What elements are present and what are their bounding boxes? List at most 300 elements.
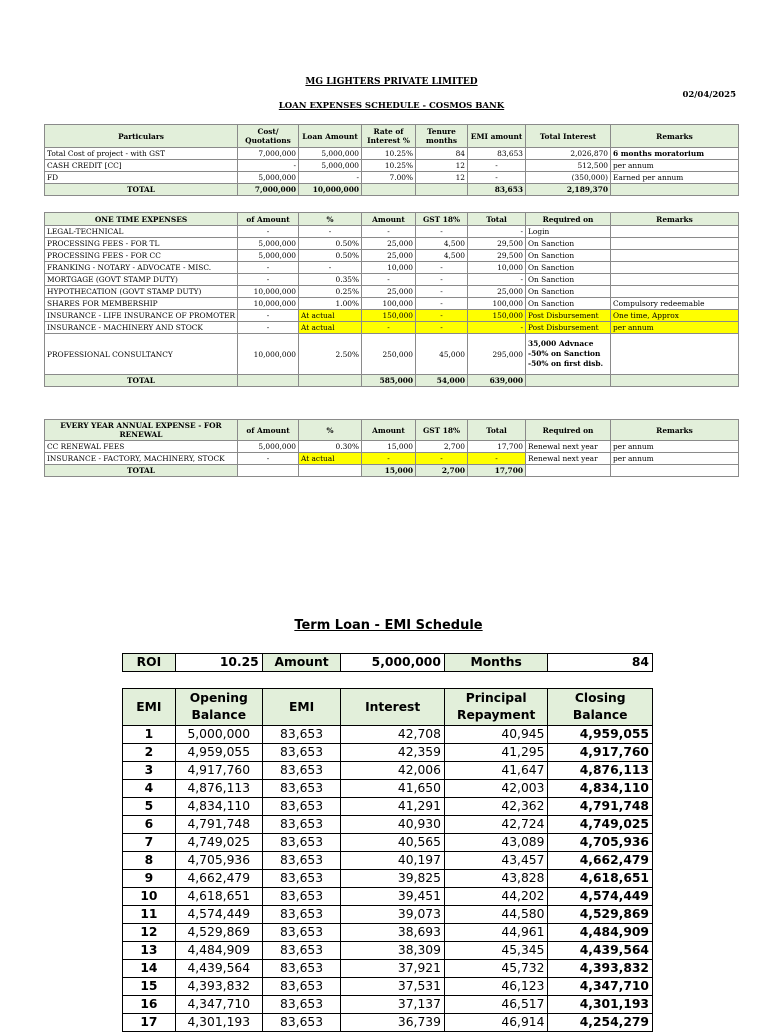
emi-number-cell: 2	[123, 744, 176, 762]
of-amount-cell: 5,000,000	[238, 250, 299, 262]
gst-cell: 2,700	[416, 441, 468, 453]
emi-row	[123, 1014, 653, 1032]
of-amount-cell: 10,000,000	[238, 286, 299, 298]
amount-cell: -	[362, 226, 416, 238]
remarks-cell	[611, 274, 739, 286]
percent-cell: 0.50%	[299, 238, 362, 250]
of-amount-cell: -	[238, 453, 299, 465]
expense-row	[45, 441, 739, 453]
rate-cell: 10.25%	[362, 148, 416, 160]
closing-balance-cell: 4,791,748	[548, 798, 653, 816]
emi-params-table	[122, 653, 653, 672]
emi-row	[123, 816, 653, 834]
amount-cell: 25,000	[362, 238, 416, 250]
emi-number-cell: 7	[123, 834, 176, 852]
required-on-cell: Renewal next year	[526, 441, 611, 453]
interest-cell: 42,708	[341, 726, 445, 744]
closing-balance-cell: 4,662,479	[548, 852, 653, 870]
expense-name: CC RENEWAL FEES	[45, 441, 238, 453]
interest-cell: 37,137	[341, 996, 445, 1014]
remarks-cell	[611, 226, 739, 238]
interest-cell: 41,650	[341, 780, 445, 798]
emi-row	[123, 906, 653, 924]
emi-row	[123, 870, 653, 888]
of-amount-cell: -	[238, 310, 299, 322]
empty-cell	[299, 375, 362, 387]
total-cell: 295,000	[468, 334, 526, 375]
emi-row	[123, 924, 653, 942]
amount-cell: -	[362, 274, 416, 286]
remarks-cell: per annum	[611, 160, 739, 172]
emi-row	[123, 888, 653, 906]
interest-cell: 42,006	[341, 762, 445, 780]
opening-balance-cell: 4,574,449	[175, 906, 262, 924]
annual-expenses-table	[44, 419, 739, 477]
header-row	[45, 213, 739, 226]
amount-value: 5,000,000	[341, 654, 445, 672]
closing-balance-cell: 4,439,564	[548, 942, 653, 960]
tenure-cell: 84	[416, 148, 468, 160]
emi-amount-cell: 83,653	[262, 744, 341, 762]
percent-cell: At actual	[299, 322, 362, 334]
particulars-cell: FD	[45, 172, 238, 184]
column-header: EVERY YEAR ANNUAL EXPENSE - FOR RENEWAL	[45, 420, 238, 441]
emi-schedule-table	[122, 688, 653, 1032]
expense-row	[45, 322, 739, 334]
emi-number-cell: 14	[123, 960, 176, 978]
cost-cell: 7,000,000	[238, 148, 299, 160]
principal-cell: 43,457	[444, 852, 548, 870]
expense-name: PROCESSING FEES - FOR TL	[45, 238, 238, 250]
principal-cell: 44,580	[444, 906, 548, 924]
principal-cell: 44,202	[444, 888, 548, 906]
total-label: TOTAL	[45, 375, 238, 387]
opening-balance-cell: 4,618,651	[175, 888, 262, 906]
closing-balance-cell: 4,917,760	[548, 744, 653, 762]
table-row	[45, 172, 739, 184]
amount-cell: 25,000	[362, 250, 416, 262]
opening-balance-cell: 4,529,869	[175, 924, 262, 942]
header-row	[123, 689, 653, 726]
column-header: Opening Balance	[175, 689, 262, 726]
interest-cell: 40,930	[341, 816, 445, 834]
required-on-cell: On Sanction	[526, 238, 611, 250]
tenure-cell: 12	[416, 160, 468, 172]
expense-row	[45, 274, 739, 286]
column-header: Remarks	[611, 125, 739, 148]
closing-balance-cell: 4,959,055	[548, 726, 653, 744]
principal-cell: 43,089	[444, 834, 548, 852]
total-loan: 10,000,000	[299, 184, 362, 196]
expense-row	[45, 250, 739, 262]
opening-balance-cell: 5,000,000	[175, 726, 262, 744]
remarks-cell: Earned per annum	[611, 172, 739, 184]
total-cost: 7,000,000	[238, 184, 299, 196]
loan-amount-cell: 5,000,000	[299, 160, 362, 172]
column-header: %	[299, 420, 362, 441]
column-header: of Amount	[238, 420, 299, 441]
gst-cell: 4,500	[416, 238, 468, 250]
opening-balance-cell: 4,301,193	[175, 1014, 262, 1032]
principal-cell: 43,828	[444, 870, 548, 888]
principal-cell: 41,295	[444, 744, 548, 762]
closing-balance-cell: 4,876,113	[548, 762, 653, 780]
gst-cell: -	[416, 322, 468, 334]
column-header: GST 18%	[416, 213, 468, 226]
percent-cell: 0.30%	[299, 441, 362, 453]
expense-row	[45, 334, 739, 375]
remarks-cell	[611, 286, 739, 298]
required-on-cell: Login	[526, 226, 611, 238]
emi-number-cell: 11	[123, 906, 176, 924]
required-on-line: -50% on first disb.	[528, 359, 604, 368]
opening-balance-cell: 4,439,564	[175, 960, 262, 978]
emi-amount-cell: 83,653	[262, 978, 341, 996]
opening-balance-cell: 4,917,760	[175, 762, 262, 780]
closing-balance-cell: 4,705,936	[548, 834, 653, 852]
column-header: Remarks	[611, 213, 739, 226]
particulars-cell: Total Cost of project - with GST	[45, 148, 238, 160]
empty-cell	[526, 465, 611, 477]
table-row	[45, 148, 739, 160]
required-on-cell	[526, 334, 611, 375]
expense-row	[45, 262, 739, 274]
expense-name: INSURANCE - LIFE INSURANCE OF PROMOTER	[45, 310, 238, 322]
total-row	[45, 465, 739, 477]
gst-cell: -	[416, 286, 468, 298]
emi-number-cell: 1	[123, 726, 176, 744]
percent-cell: 0.25%	[299, 286, 362, 298]
expense-name: FRANKING - NOTARY - ADVOCATE - MISC.	[45, 262, 238, 274]
amount-cell: 100,000	[362, 298, 416, 310]
emi-cell: -	[468, 160, 526, 172]
gst-cell: 4,500	[416, 250, 468, 262]
column-header: ONE TIME EXPENSES	[45, 213, 238, 226]
principal-cell: 46,914	[444, 1014, 548, 1032]
expense-row	[45, 286, 739, 298]
column-header: GST 18%	[416, 420, 468, 441]
expense-row	[45, 226, 739, 238]
cost-cell: -	[238, 160, 299, 172]
emi-amount-cell: 83,653	[262, 816, 341, 834]
principal-cell: 45,345	[444, 942, 548, 960]
emi-number-cell: 17	[123, 1014, 176, 1032]
amount-cell: 250,000	[362, 334, 416, 375]
emi-amount-cell: 83,653	[262, 726, 341, 744]
gst-cell: -	[416, 274, 468, 286]
amount-cell: 10,000	[362, 262, 416, 274]
opening-balance-cell: 4,662,479	[175, 870, 262, 888]
of-amount-cell: -	[238, 226, 299, 238]
closing-balance-cell: 4,347,710	[548, 978, 653, 996]
emi-number-cell: 15	[123, 978, 176, 996]
remarks-cell: One time, Approx	[611, 310, 739, 322]
emi-amount-cell: 83,653	[262, 906, 341, 924]
emi-amount-cell: 83,653	[262, 924, 341, 942]
emi-amount-cell: 83,653	[262, 942, 341, 960]
interest-cell: 39,825	[341, 870, 445, 888]
roi-label: ROI	[123, 654, 176, 672]
emi-number-cell: 9	[123, 870, 176, 888]
amount-label: Amount	[262, 654, 341, 672]
expense-name: INSURANCE - MACHINERY AND STOCK	[45, 322, 238, 334]
particulars-cell: CASH CREDIT [CC]	[45, 160, 238, 172]
total-sum: 639,000	[468, 375, 526, 387]
emi-number-cell: 3	[123, 762, 176, 780]
total-cell: -	[468, 274, 526, 286]
column-header: Loan Amount	[299, 125, 362, 148]
gst-cell: -	[416, 262, 468, 274]
percent-cell: At actual	[299, 310, 362, 322]
percent-cell: -	[299, 262, 362, 274]
header-row	[45, 420, 739, 441]
empty-cell	[362, 184, 416, 196]
empty-cell	[238, 375, 299, 387]
expense-name: INSURANCE - FACTORY, MACHINERY, STOCK	[45, 453, 238, 465]
total-cell: 29,500	[468, 250, 526, 262]
required-on-cell: On Sanction	[526, 298, 611, 310]
empty-cell	[238, 465, 299, 477]
amount-cell: 15,000	[362, 441, 416, 453]
roi-value: 10.25	[175, 654, 262, 672]
emi-amount-cell: 83,653	[262, 996, 341, 1014]
closing-balance-cell: 4,834,110	[548, 780, 653, 798]
emi-number-cell: 10	[123, 888, 176, 906]
total-interest-cell: 2,026,870	[526, 148, 611, 160]
emi-amount-cell: 83,653	[262, 1014, 341, 1032]
principal-cell: 42,003	[444, 780, 548, 798]
emi-cell: -	[468, 172, 526, 184]
total-amount: 585,000	[362, 375, 416, 387]
emi-number-cell: 6	[123, 816, 176, 834]
total-interest-cell: 512,500	[526, 160, 611, 172]
one-time-expenses-table	[44, 212, 739, 387]
column-header: EMI	[123, 689, 176, 726]
schedule-date: 02/04/2025	[682, 90, 736, 100]
expense-name: PROCESSING FEES - FOR CC	[45, 250, 238, 262]
percent-cell: 1.00%	[299, 298, 362, 310]
column-header: Total	[468, 420, 526, 441]
closing-balance-cell: 4,749,025	[548, 816, 653, 834]
emi-row	[123, 744, 653, 762]
emi-row	[123, 960, 653, 978]
table-row	[45, 160, 739, 172]
total-label: TOTAL	[45, 184, 238, 196]
column-header: Rate of Interest %	[362, 125, 416, 148]
expense-name: SHARES FOR MEMBERSHIP	[45, 298, 238, 310]
total-row	[45, 184, 739, 196]
remarks-cell: per annum	[611, 441, 739, 453]
principal-cell: 42,724	[444, 816, 548, 834]
interest-cell: 42,359	[341, 744, 445, 762]
empty-cell	[611, 465, 739, 477]
rate-cell: 7.00%	[362, 172, 416, 184]
project-table	[44, 124, 739, 196]
opening-balance-cell: 4,347,710	[175, 996, 262, 1014]
emi-row	[123, 798, 653, 816]
interest-cell: 37,921	[341, 960, 445, 978]
emi-amount-cell: 83,653	[262, 960, 341, 978]
emi-row	[123, 996, 653, 1014]
empty-cell	[526, 375, 611, 387]
principal-cell: 40,945	[444, 726, 548, 744]
column-header: Amount	[362, 420, 416, 441]
emi-row	[123, 852, 653, 870]
required-on-line: -50% on Sanction	[528, 349, 601, 358]
loan-amount-cell: -	[299, 172, 362, 184]
amount-cell: 25,000	[362, 286, 416, 298]
percent-cell: 0.35%	[299, 274, 362, 286]
remarks-cell: 6 months moratorium	[611, 148, 739, 160]
emi-amount-cell: 83,653	[262, 834, 341, 852]
required-on-cell: Renewal next year	[526, 453, 611, 465]
opening-balance-cell: 4,749,025	[175, 834, 262, 852]
total-gst: 2,700	[416, 465, 468, 477]
expense-name: LEGAL-TECHNICAL	[45, 226, 238, 238]
required-on-cell: On Sanction	[526, 274, 611, 286]
months-value: 84	[548, 654, 653, 672]
column-header: of Amount	[238, 213, 299, 226]
principal-cell: 44,961	[444, 924, 548, 942]
percent-cell: At actual	[299, 453, 362, 465]
emi-number-cell: 13	[123, 942, 176, 960]
emi-row	[123, 762, 653, 780]
company-title: MG LIGHTERS PRIVATE LIMITED	[305, 77, 478, 87]
total-cell: 25,000	[468, 286, 526, 298]
column-header: Particulars	[45, 125, 238, 148]
emi-number-cell: 5	[123, 798, 176, 816]
remarks-cell: per annum	[611, 453, 739, 465]
total-interest: 2,189,370	[526, 184, 611, 196]
column-header: Principal Repayment	[444, 689, 548, 726]
remarks-cell	[611, 250, 739, 262]
emi-number-cell: 12	[123, 924, 176, 942]
column-header: Tenure months	[416, 125, 468, 148]
closing-balance-cell: 4,301,193	[548, 996, 653, 1014]
emi-number-cell: 16	[123, 996, 176, 1014]
empty-cell	[611, 184, 739, 196]
column-header: Required on	[526, 420, 611, 441]
empty-cell	[299, 465, 362, 477]
total-cell: 100,000	[468, 298, 526, 310]
expense-name: PROFESSIONAL CONSULTANCY	[45, 334, 238, 375]
gst-cell: -	[416, 453, 468, 465]
interest-cell: 37,531	[341, 978, 445, 996]
of-amount-cell: 10,000,000	[238, 298, 299, 310]
amount-cell: -	[362, 322, 416, 334]
opening-balance-cell: 4,834,110	[175, 798, 262, 816]
emi-amount-cell: 83,653	[262, 852, 341, 870]
required-on-cell: Post Disbursement	[526, 310, 611, 322]
interest-cell: 39,073	[341, 906, 445, 924]
header-row	[45, 125, 739, 148]
amount-cell: 150,000	[362, 310, 416, 322]
gst-cell: -	[416, 226, 468, 238]
schedule-title: LOAN EXPENSES SCHEDULE - COSMOS BANK	[278, 101, 505, 111]
emi-schedule-title: Term Loan - EMI Schedule	[294, 618, 483, 633]
required-on-line: 35,000 Advnace	[528, 339, 594, 348]
of-amount-cell: -	[238, 262, 299, 274]
interest-cell: 40,565	[341, 834, 445, 852]
principal-cell: 42,362	[444, 798, 548, 816]
closing-balance-cell: 4,618,651	[548, 870, 653, 888]
column-header: EMI	[262, 689, 341, 726]
expense-row	[45, 238, 739, 250]
emi-amount-cell: 83,653	[262, 798, 341, 816]
emi-amount-cell: 83,653	[262, 870, 341, 888]
interest-cell: 39,451	[341, 888, 445, 906]
remarks-cell	[611, 334, 739, 375]
emi-row	[123, 942, 653, 960]
emi-number-cell: 8	[123, 852, 176, 870]
gst-cell: 45,000	[416, 334, 468, 375]
total-cell: 17,700	[468, 441, 526, 453]
opening-balance-cell: 4,791,748	[175, 816, 262, 834]
of-amount-cell: 5,000,000	[238, 441, 299, 453]
amount-cell: -	[362, 453, 416, 465]
opening-balance-cell: 4,484,909	[175, 942, 262, 960]
interest-cell: 36,739	[341, 1014, 445, 1032]
column-header: Remarks	[611, 420, 739, 441]
total-cell: 10,000	[468, 262, 526, 274]
remarks-cell	[611, 262, 739, 274]
emi-amount-cell: 83,653	[262, 762, 341, 780]
total-label: TOTAL	[45, 465, 238, 477]
cost-cell: 5,000,000	[238, 172, 299, 184]
closing-balance-cell: 4,484,909	[548, 924, 653, 942]
closing-balance-cell: 4,529,869	[548, 906, 653, 924]
emi-number-cell: 4	[123, 780, 176, 798]
expense-name: MORTGAGE (GOVT STAMP DUTY)	[45, 274, 238, 286]
percent-cell: 0.50%	[299, 250, 362, 262]
closing-balance-cell: 4,254,279	[548, 1014, 653, 1032]
column-header: Total	[468, 213, 526, 226]
column-header: Closing Balance	[548, 689, 653, 726]
expense-row	[45, 310, 739, 322]
empty-cell	[416, 184, 468, 196]
column-header: Required on	[526, 213, 611, 226]
total-emi: 83,653	[468, 184, 526, 196]
required-on-cell: Post Disbursement	[526, 322, 611, 334]
column-header: Cost/ Quotations	[238, 125, 299, 148]
remarks-cell: per annum	[611, 322, 739, 334]
required-on-cell: On Sanction	[526, 262, 611, 274]
emi-row	[123, 978, 653, 996]
percent-cell: -	[299, 226, 362, 238]
column-header: Interest	[341, 689, 445, 726]
opening-balance-cell: 4,705,936	[175, 852, 262, 870]
column-header: Total Interest	[526, 125, 611, 148]
rate-cell: 10.25%	[362, 160, 416, 172]
opening-balance-cell: 4,876,113	[175, 780, 262, 798]
principal-cell: 46,517	[444, 996, 548, 1014]
total-amount: 15,000	[362, 465, 416, 477]
months-label: Months	[444, 654, 548, 672]
closing-balance-cell: 4,393,832	[548, 960, 653, 978]
tenure-cell: 12	[416, 172, 468, 184]
total-row	[45, 375, 739, 387]
emi-cell: 83,653	[468, 148, 526, 160]
opening-balance-cell: 4,393,832	[175, 978, 262, 996]
interest-cell: 41,291	[341, 798, 445, 816]
interest-cell: 40,197	[341, 852, 445, 870]
of-amount-cell: -	[238, 322, 299, 334]
emi-amount-cell: 83,653	[262, 780, 341, 798]
opening-balance-cell: 4,959,055	[175, 744, 262, 762]
total-cell: -	[468, 453, 526, 465]
principal-cell: 41,647	[444, 762, 548, 780]
required-on-cell: On Sanction	[526, 286, 611, 298]
